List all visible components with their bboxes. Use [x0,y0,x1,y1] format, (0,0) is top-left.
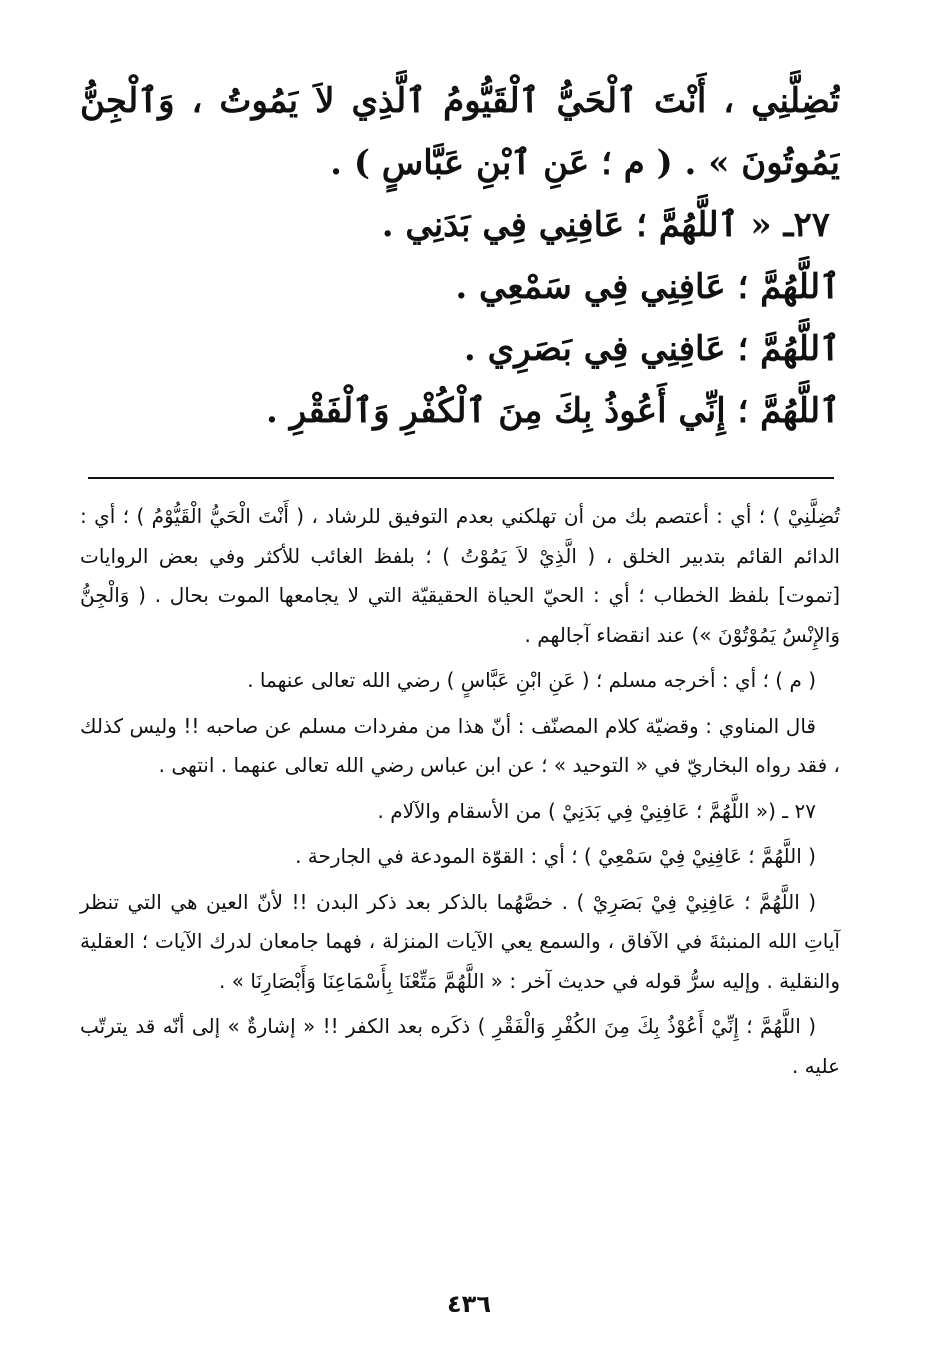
commentary-paragraph: ( م ) ؛ أي : أخرجه مسلم ؛ ( عَنِ ابْنِ عَبَّاسٍ ) رضي الله تعالى عنهما . [247,668,816,692]
commentary-paragraph: ٢٧ ـ (« اللَّهُمَّ ؛ عَافِنِيْ فِي بَدَنِيْ ) من الأسقام والآلام . [377,798,816,823]
page-number: ٤٣٦ [447,1290,491,1318]
commentary [80,497,840,1092]
hadith-line: ٢٧ـ « ٱللَّهُمَّ ؛ عَافِنِي فِي بَدَنِي . [381,205,830,245]
commentary-paragraph: ( اللَّهُمَّ ؛ عَافِنِيْ فِيْ بَصَرِيْ ) . خصَّهُما بالذكر بعد ذكر البدن !! لأنّ العين هي التي تنظر آياتِ الله المنبثةَ في الآفاق ، والسمع يعي الآيات المنزلة ، فهما جامعان لدرك الآيات ؛ العقلية والنقلية . وإليه سرُّ قوله في حديث آخر : « اللَّهُمَّ مَتِّعْنَا بِأَسْمَاعِنَا وَأَبْصَارِنَا » . [80,889,840,993]
hadith-line: ٱللَّهُمَّ ؛ عَافِنِي فِي بَصَرِي . [463,329,840,369]
hadith-line: تُضِلَّنِي ، أَنْتَ ٱلْحَيُّ ٱلْقَيُّومُ ٱلَّذِي لاَ يَمُوتُ ، وَٱلْجِنُّ [80,81,840,121]
hadith-line: ٱللَّهُمَّ ؛ عَافِنِي فِي سَمْعِي . [455,267,840,307]
hadith-line: يَمُوتُونَ » . ( م ؛ عَنِ ٱبْنِ عَبَّاسٍ ) . [330,143,840,183]
commentary-paragraph: قال المناوي : وقضيّة كلام المصنّف : أنّ هذا من مفردات مسلم عن صاحبه !! وليس كذلك ، فقد رواه البخاريّ في « التوحيد » ؛ عن ابن عباس رضي الله تعالى عنهما . انتهى . [80,713,840,777]
commentary-paragraph: ( اللَّهُمَّ ؛ عَافِنِيْ فِيْ سَمْعِيْ ) ؛ أي : القوّة المودعة في الجارحة . [295,844,816,868]
hadith-text [80,70,840,442]
commentary-paragraph: ( اللَّهُمَّ ؛ إِنِّيْ أَعُوْذُ بِكَ مِنَ الكُفْرِ وَالْفَقْرِ ) ذكَره بعد الكفر !! « إشارةٌ » إلى أنّه قد يترتّب عليه . [80,1014,840,1078]
footnote-separator [88,477,834,479]
commentary-paragraph: تُضِلَّنِيْ ) ؛ أي : أعتصم بك من أن تهلكني بعدم التوفيق للرشاد ، ( أَنْتَ الْحَيُّ الْقَيُّوْمُ ) ؛ أي : الدائم القائم بتدبير الخلق ، ( الَّذِيْ لاَ يَمُوْتُ ) ؛ بلفظ الغائب للأكثر وفي بعض الروايات [تموت] بلفظ الخطاب ؛ أي : الحيّ الحياة الحقيقيّة التي لا يجامعها الموت بحال . ( وَالْجِنُّ وَالإِنْسُ يَمُوْتُوْنَ ») عند انقضاء آجالهم . [80,504,840,647]
hadith-line: ٱللَّهُمَّ ؛ إِنِّي أَعُوذُ بِكَ مِنَ ٱلْكُفْرِ وَٱلْفَقْرِ . [266,391,840,431]
